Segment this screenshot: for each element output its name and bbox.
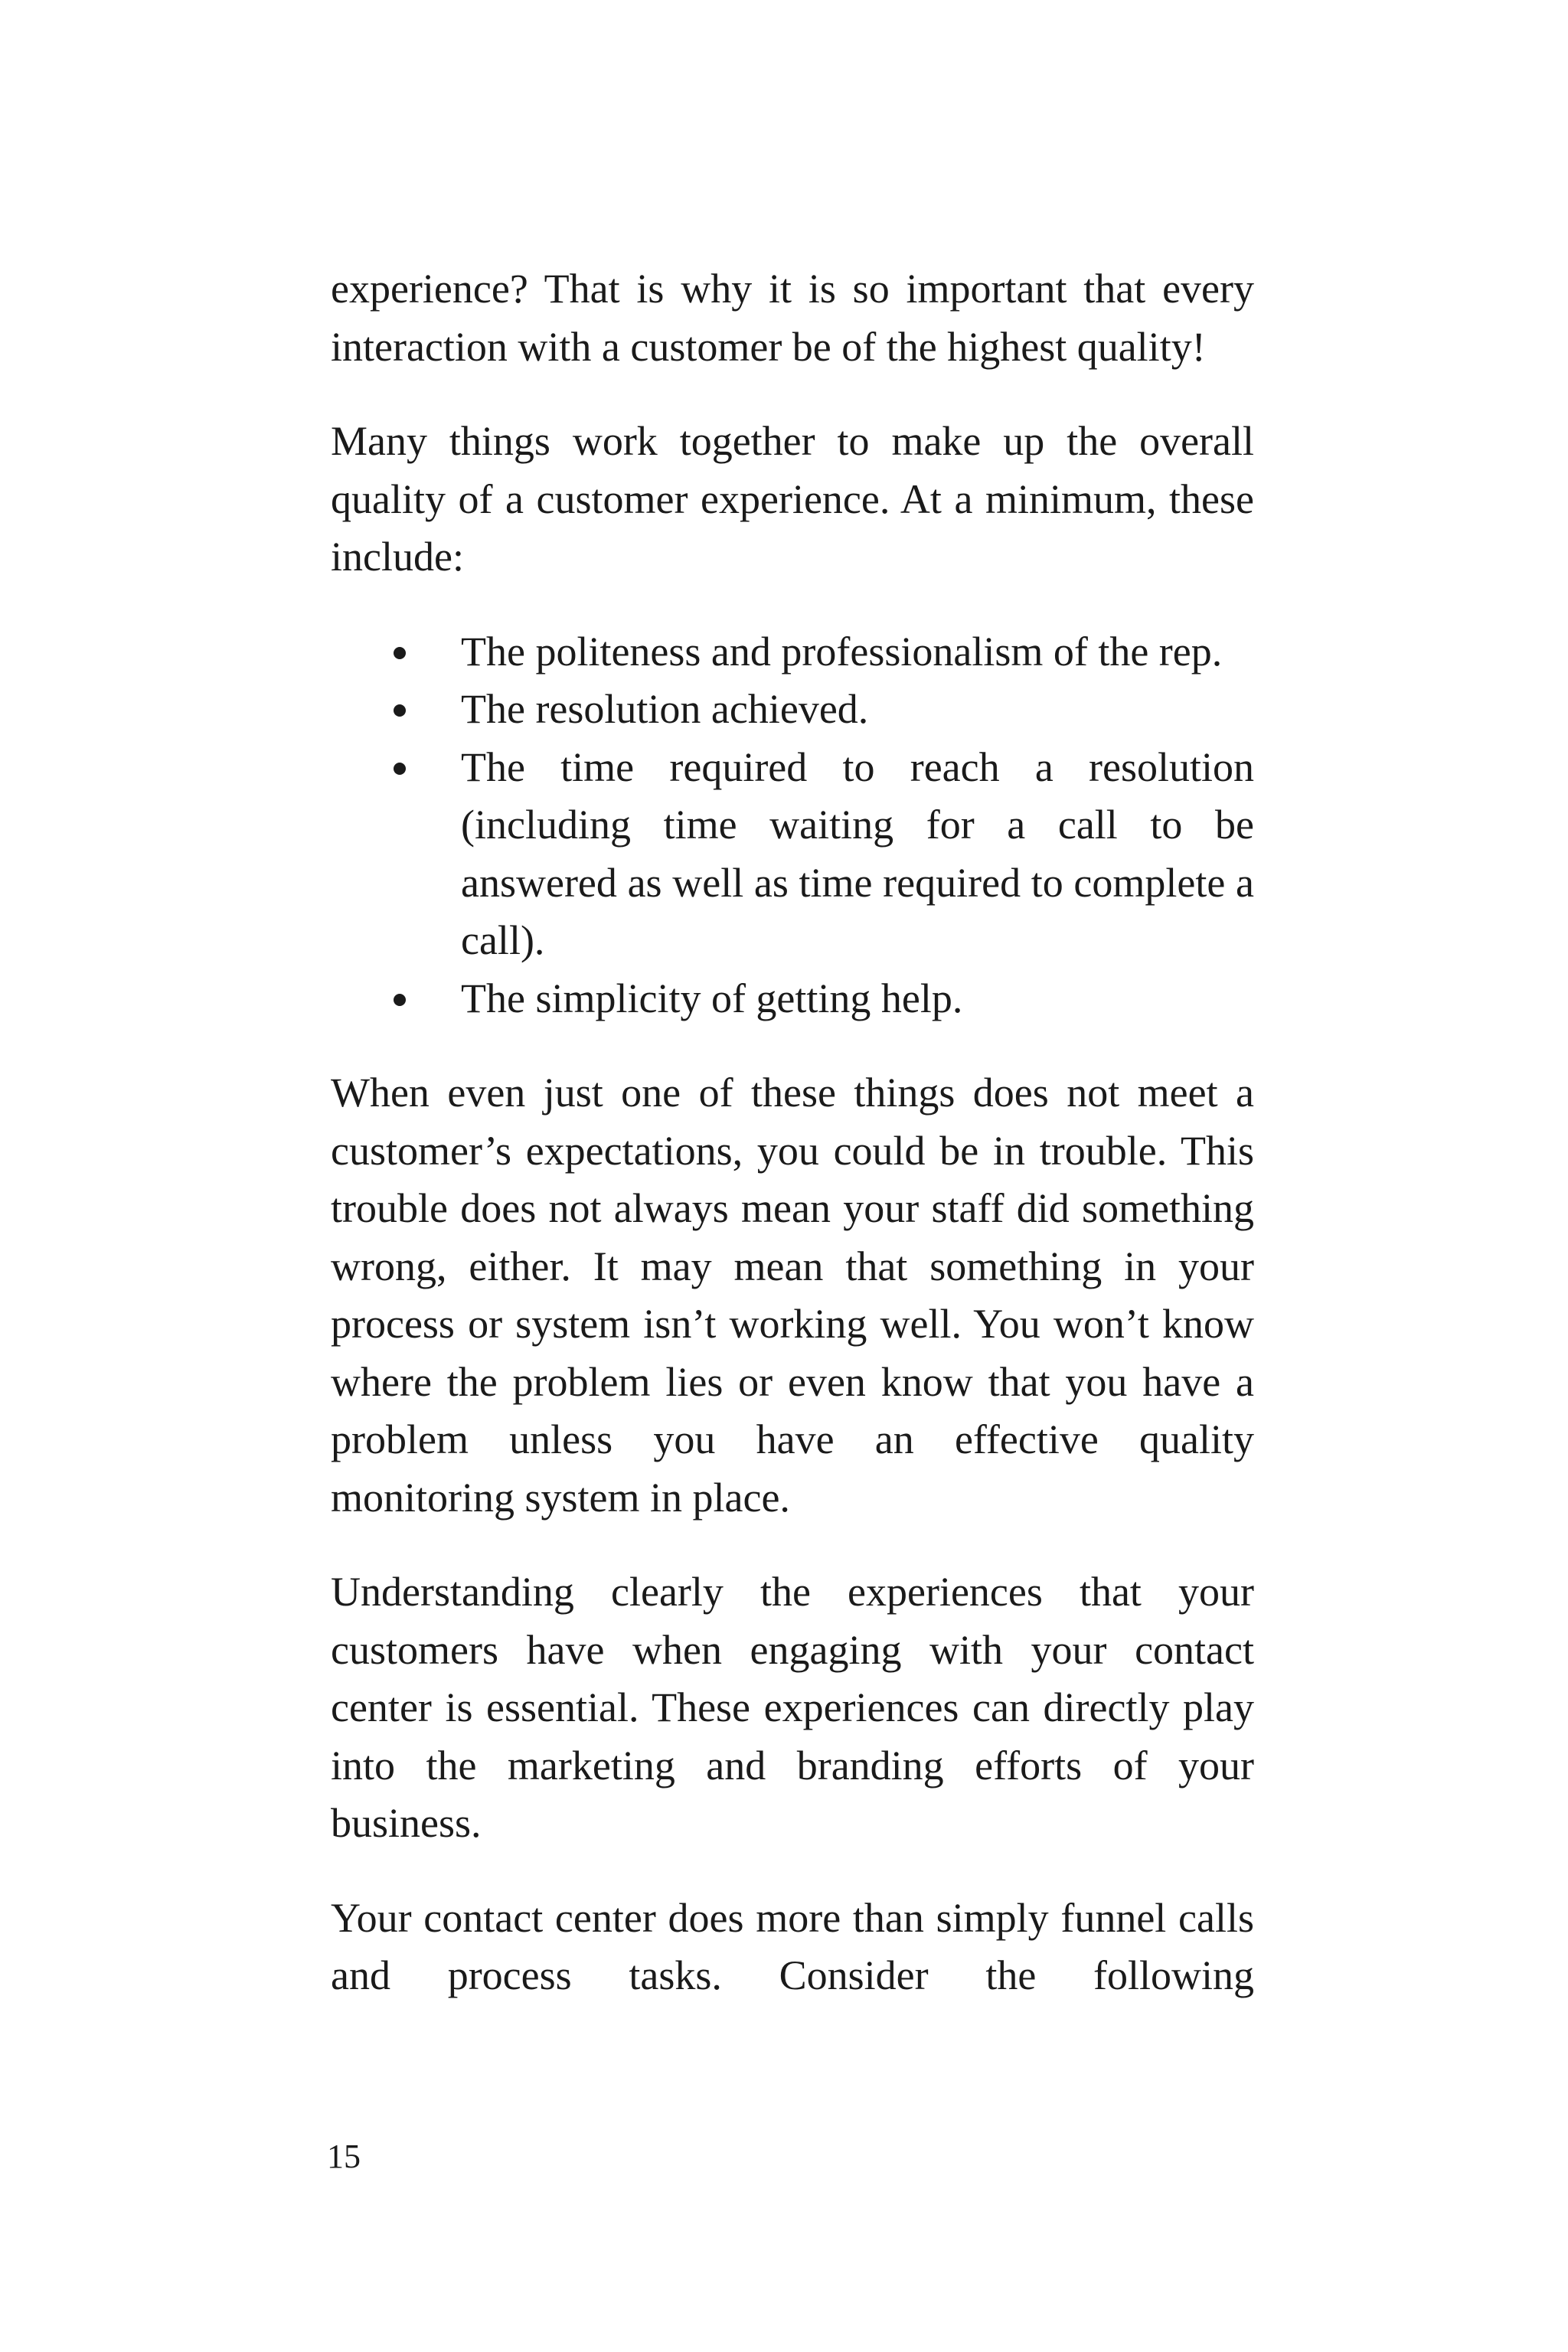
paragraph-many-things: Many things work together to make up the overall quality of a customer experience. At a minimum, these include:: [331, 418, 1254, 580]
quality-factors-list: [331, 623, 1254, 1028]
bullet-icon: [394, 647, 406, 659]
paragraph-expectations: When even just one of these things does not meet a customer’s expectations, you could be in trouble. This trouble does not always mean your staff did something wrong, either. It may mean that something in your process or system isn’t working well. You won’t know where the problem lies or even know that you have a problem unless you have an effective quality monitoring system in place.: [331, 1070, 1254, 1521]
body-text: [331, 260, 1254, 2005]
paragraph-quality-intro: experience? That is why it is so important that every interaction with a customer be of the highest quality!: [331, 266, 1254, 370]
list-item: [331, 739, 1254, 970]
bullet-icon: [394, 994, 406, 1006]
list-item-text: The time required to reach a resolution (including time waiting for a call to be answered as well as time required to complete a call).: [461, 743, 1254, 963]
bullet-icon: [394, 763, 406, 775]
bullet-icon: [394, 704, 406, 717]
paragraph-understanding: Understanding clearly the experiences that your customers have when engaging with your contact center is essential. These experiences can directly play into the marketing and branding efforts of your business.: [331, 1569, 1254, 1846]
list-item: [331, 623, 1254, 681]
paragraph-contact-center: Your contact center does more than simply funnel calls and process tasks. Consider the following: [331, 1894, 1254, 1998]
list-item-text: The simplicity of getting help.: [461, 975, 963, 1021]
list-item: [331, 970, 1254, 1028]
list-item-text: The politeness and professionalism of the rep.: [461, 628, 1223, 675]
page-number: 15: [327, 2138, 361, 2175]
list-item: [331, 681, 1254, 739]
list-item-text: The resolution achieved.: [461, 686, 869, 732]
